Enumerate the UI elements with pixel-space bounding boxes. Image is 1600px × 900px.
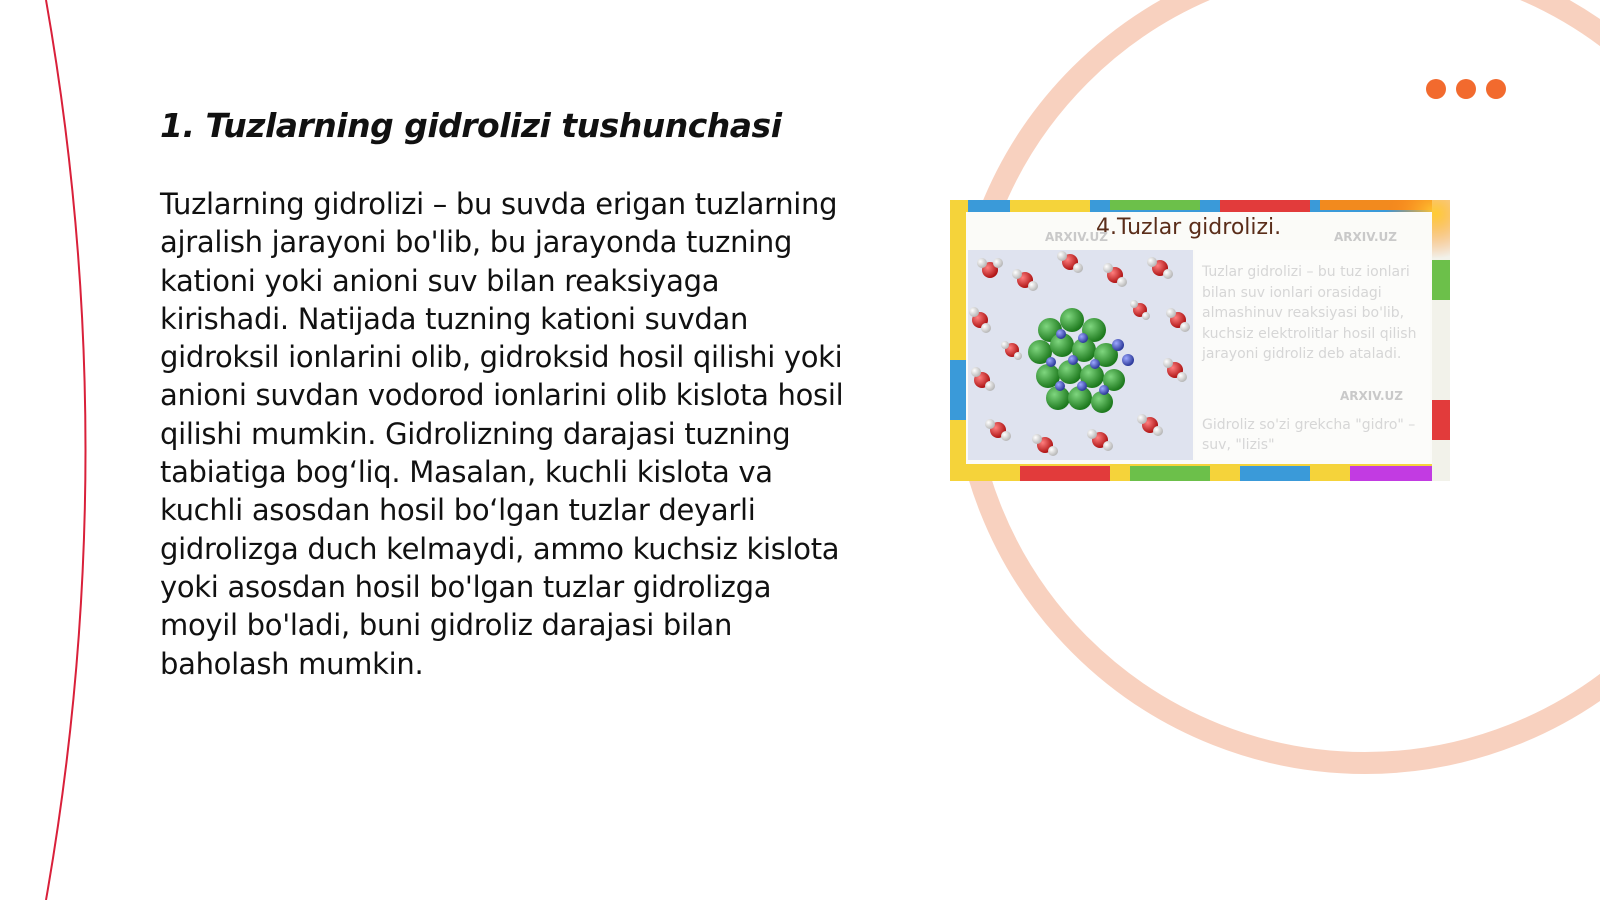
illustration-caption: 4.Tuzlar gidrolizi.: [1096, 215, 1282, 240]
slide-title: 1. Tuzlarning gidrolizi tushunchasi: [160, 106, 782, 145]
dot-icon: [1426, 79, 1446, 99]
dot-icon: [1456, 79, 1476, 99]
illustration-faded-text: Gidroliz so'zi grekcha "gidro" – suv, "lizis": [1202, 417, 1416, 453]
watermark: ARXIV.UZ: [1340, 389, 1403, 403]
slide-body-text: Tuzlarning gidrolizi – bu suvda erigan tuzlarning ajralish jarayoni bo'lib, bu jarayonda tuzning kationi yoki anioni suv bilan reaksiyaga kirishadi. Natijada tuzning kationi suvdan gidroksil ionlarini olib, gidroksid hosil qilishi yoki anioni suvdan vodorod ionlarini olib kislota hosil qilishi mumkin. Gidrolizning darajasi tuzning tabiatiga bog‘liq. Masalan, kuchli kislota va kuchli asosdan hosil bo‘lgan tuzlar deyarli gidrolizga duch kelmaydi, ammo kuchsiz kislota yoki asosdan hosil bo'lgan tuzlar gidrolizga moyil bo'ladi, buni gidroliz darajasi bilan baholash mumkin.: [160, 187, 844, 681]
illustration-faded-text: Tuzlar gidrolizi – bu tuz ionlari bilan suv ionlari orasidagi almashinuv reaksiyasi bo'lib, kuchsiz elektrolitlar hosil qilish jarayoni gidroliz deb ataladi.: [1202, 264, 1417, 362]
watermark: ARXIV.UZ: [1334, 230, 1397, 244]
dot-icon: [1486, 79, 1506, 99]
watermark: ARXIV.UZ: [1045, 230, 1108, 244]
three-dots-icon[interactable]: [1426, 79, 1506, 99]
left-accent-line: [46, 0, 86, 900]
hydrolysis-illustration: [950, 200, 1450, 481]
